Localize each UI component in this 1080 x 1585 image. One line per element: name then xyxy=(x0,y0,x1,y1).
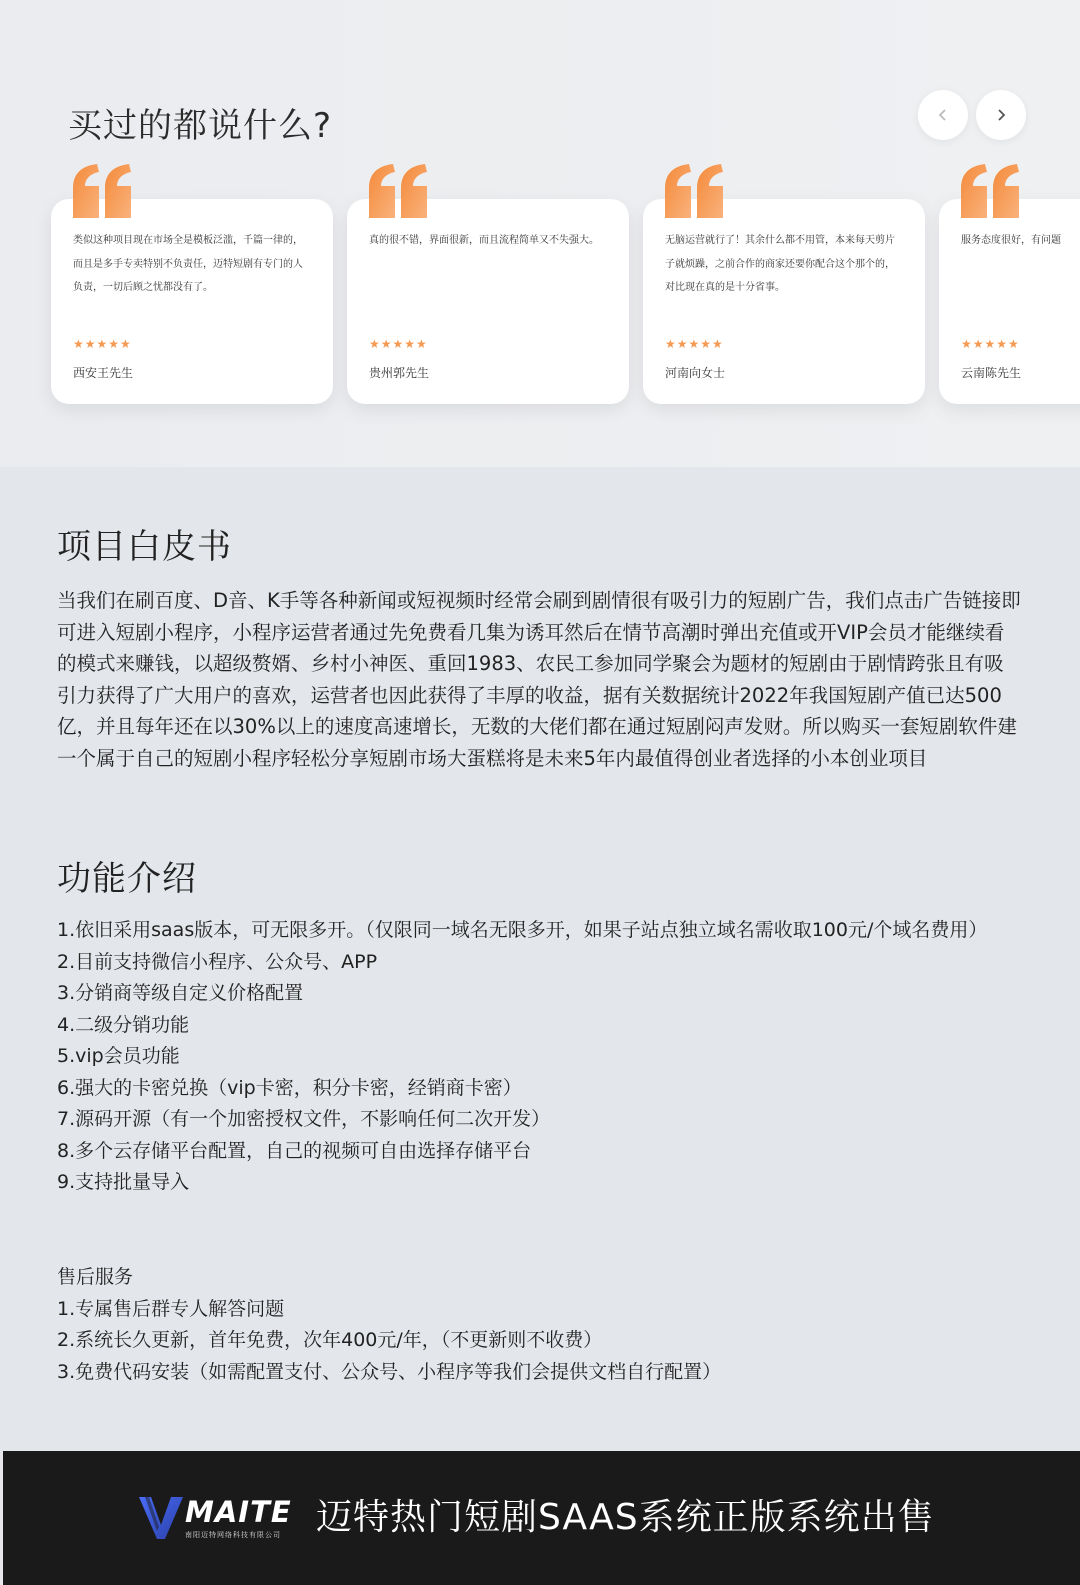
quote-icon xyxy=(663,164,725,218)
carousel-prev-button[interactable] xyxy=(918,90,968,140)
logo-mark-icon xyxy=(139,1497,185,1539)
after-sales-title: 售后服务 xyxy=(57,1266,134,1288)
rating-stars: ★★★★★ xyxy=(665,337,724,351)
review-text: 服务态度很好，有问题 xyxy=(961,235,1061,246)
review-author: 贵州郭先生 xyxy=(369,366,430,380)
features-list xyxy=(57,915,1022,1199)
review-author: 云南陈先生 xyxy=(961,366,1022,380)
quote-icon xyxy=(71,164,133,218)
feature-item: 4.二级分销功能 xyxy=(57,1013,190,1036)
feature-item: 7.源码开源（有一个加密授权文件，不影响任何二次开发） xyxy=(57,1108,551,1130)
review-author: 西安王先生 xyxy=(73,366,134,380)
after-sales-item: 3.免费代码安装（如需配置支付、公众号、小程序等我们会提供文档自行配置） xyxy=(57,1360,722,1383)
rating-stars: ★★★★★ xyxy=(73,337,132,351)
feature-item: 9.支持批量导入 xyxy=(57,1171,190,1193)
after-sales-item: 2.系统长久更新，首年免费，次年400元/年，（不更新则不收费） xyxy=(57,1329,603,1351)
after-sales-list xyxy=(57,1262,1022,1388)
logo-text: MAITE xyxy=(185,1495,292,1529)
whitepaper-body: 当我们在刷百度、D音、K手等各种新闻或短视频时经常会刷到剧情很有吸引力的短剧广告，我们点击广告链接即可进入短剧小程序，小程序运营者通过先免费看几集为诱耳然后在情节高潮时弹出充值或开VIP会员才能继续看的模式来赚钱，以超级赘婿、乡村小神医、重回1983、农民工参加同学聚会为题材的短剧由于剧情跨张且有吸引力获得了广大用户的喜欢，运营者也因此获得了丰厚的收益，据有关数据统计2022年我国短剧产值已达500亿，并且每年还在以30%以上的速度高速增长，无数的大佬们都在通过短剧闷声发财。所以购买一套短剧软件建一个属于自己的短剧小程序轻松分享短剧市场大蛋糕将是未来5年内最值得创业者选择的小本创业项目 xyxy=(57,589,1021,770)
content-section xyxy=(0,467,1080,1451)
whitepaper-title: 项目白皮书 xyxy=(57,527,232,567)
feature-item: 1.依旧采用saas版本，可无限多开。（仅限同一域名无限多开，如果子站点独立域名需收取100元/个域名费用） xyxy=(57,919,988,941)
quote-icon xyxy=(367,164,429,218)
footer-banner xyxy=(3,1451,1080,1585)
rating-stars: ★★★★★ xyxy=(369,337,428,351)
rating-stars: ★★★★★ xyxy=(961,337,1020,351)
feature-item: 2.目前支持微信小程序、公众号、APP xyxy=(57,950,378,973)
reviews-title: 买过的都说什么? xyxy=(68,106,333,146)
feature-item: 3.分销商等级自定义价格配置 xyxy=(57,982,304,1004)
review-text: 无脑运营就行了！其余什么都不用管，本来每天剪片子就烦躁，之前合作的商家还要你配合这个那个的，对比现在真的是十分省事。 xyxy=(665,235,895,293)
review-text: 类似这种项目现在市场全是模板泛滥，千篇一律的，而且是多手专卖特别不负责任，迈特短剧有专门的人负责，一切后顾之忧都没有了。 xyxy=(73,235,303,293)
review-card xyxy=(347,199,629,404)
review-card xyxy=(939,199,1080,404)
chevron-left-icon xyxy=(936,108,950,122)
features-title: 功能介绍 xyxy=(57,859,197,899)
carousel-next-button[interactable] xyxy=(976,90,1026,140)
review-card xyxy=(51,199,333,404)
footer-slogan: 迈特热门短剧SAAS系统正版系统出售 xyxy=(316,1497,935,1538)
logo-subtitle: 南阳迈特网络科技有限公司 xyxy=(185,1531,281,1539)
feature-item: 5.vip会员功能 xyxy=(57,1045,180,1067)
quote-icon xyxy=(959,164,1021,218)
after-sales-item: 1.专属售后群专人解答问题 xyxy=(57,1297,285,1320)
brand-logo xyxy=(139,1495,309,1545)
review-text: 真的很不错，界面很新，而且流程简单又不失强大。 xyxy=(369,235,599,246)
review-author: 河南向女士 xyxy=(665,366,726,380)
chevron-right-icon xyxy=(994,108,1008,122)
feature-item: 8.多个云存储平台配置，自己的视频可自由选择存储平台 xyxy=(57,1139,532,1162)
review-card xyxy=(643,199,925,404)
feature-item: 6.强大的卡密兑换（vip卡密，积分卡密，经销商卡密） xyxy=(57,1076,522,1099)
reviews-section xyxy=(0,0,1080,467)
